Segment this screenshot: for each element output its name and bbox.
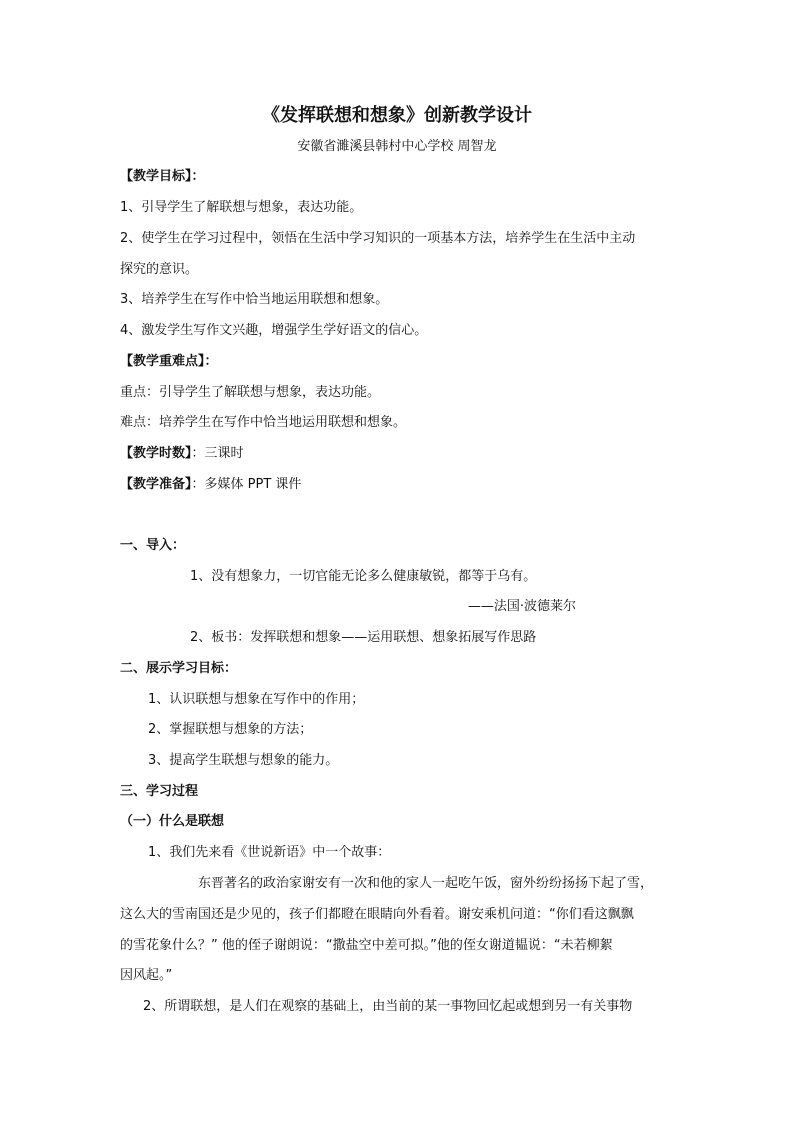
intro-quote: 1、没有想象力，一切官能无论多么健康敏锐，都等于乌有。	[190, 569, 537, 584]
teaching-prep-label: 【教学准备】	[120, 477, 192, 492]
objective-item: 探究的意识。	[120, 262, 199, 277]
objective-item: 2、使学生在学习过程中，领悟在生活中学习知识的一项基本方法，培养学生在生活中主动	[120, 231, 636, 246]
story-line: 东晋著名的政治家谢安有一次和他的家人一起吃午饭，窗外纷纷扬扬下起了雪，	[198, 876, 654, 891]
association-definition: 2、所谓联想，是人们在观察的基础上，由当前的某一事物回忆起或想到另一有关事物	[143, 999, 633, 1014]
blackboard-title: 2、板书：发挥联想和想象——运用联想、想象拓展写作思路	[190, 630, 537, 645]
teaching-hours-label: 【教学时数】	[120, 446, 192, 461]
quote-source: ——法国·波德莱尔	[467, 599, 576, 614]
keypoints-heading: 【教学重难点】：	[120, 354, 218, 369]
document-title: 《发挥联想和想象》创新教学设计	[262, 105, 532, 126]
goal-item: 3、提高学生联想与想象的能力。	[148, 753, 339, 768]
document-author: 安徽省濉溪县韩村中心学校 周智龙	[297, 139, 497, 154]
section-process-heading: 三、学习过程	[120, 784, 199, 799]
story-intro: 1、我们先来看《世说新语》中一个故事：	[148, 845, 391, 860]
objective-item: 4、激发学生写作文兴趣，增强学生学好语文的信心。	[120, 323, 428, 338]
section-goals-heading: 二、展示学习目标：	[120, 661, 238, 676]
goal-item: 2、掌握联想与想象的方法；	[148, 722, 313, 737]
story-line: 因风起。”	[120, 968, 173, 983]
key-point: 重点：引导学生了解联想与想象，表达功能。	[120, 385, 381, 400]
teaching-hours	[120, 445, 244, 463]
teaching-hours-value: ：三课时	[191, 446, 244, 461]
objectives-heading: 【教学目标】：	[120, 169, 205, 184]
story-line: 这么大的雪南国还是少见的，孩子们都瞪在眼睛向外看着。谢安乘机问道：“你们看这飘飘	[120, 907, 634, 922]
section-intro-heading: 一、导入：	[120, 538, 186, 553]
goal-item: 1、认识联想与想象在写作中的作用；	[148, 692, 365, 707]
objective-item: 3、培养学生在写作中恰当地运用联想和想象。	[120, 292, 389, 307]
teaching-prep-value: ：多媒体 PPT 课件	[191, 477, 302, 492]
teaching-prep	[120, 476, 301, 494]
subsection-heading: （一）什么是联想	[120, 814, 225, 829]
difficult-point: 难点：培养学生在写作中恰当地运用联想和想象。	[120, 415, 407, 430]
objective-item: 1、引导学生了解联想与想象，表达功能。	[120, 200, 363, 215]
story-line: 的雪花象什么？” 他的侄子谢朗说：“撒盐空中差可拟。”他的侄女谢道韫说：“未若柳絮	[120, 938, 613, 953]
